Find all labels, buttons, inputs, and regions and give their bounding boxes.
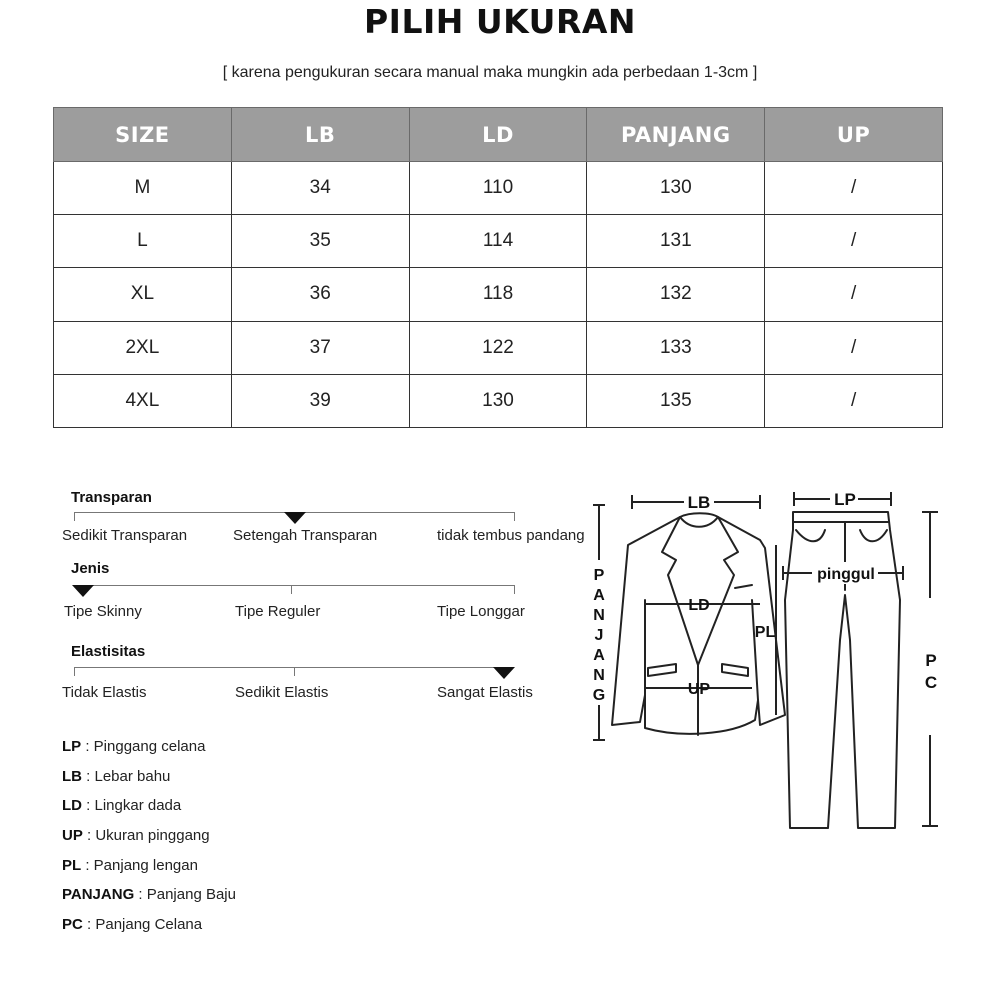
cell-lb: 34 xyxy=(231,162,409,215)
abbreviation-legend xyxy=(62,738,236,946)
legend-desc: : Ukuran pinggang xyxy=(82,827,210,845)
cell-size: M xyxy=(54,162,232,215)
transparan-selected-marker xyxy=(284,512,306,524)
jacket-left-lapel xyxy=(662,517,698,665)
measurement-diagram xyxy=(590,480,950,950)
jenis-scale-line xyxy=(74,585,514,586)
pinggul-label: pinggul xyxy=(817,566,875,583)
header-size: SIZE xyxy=(54,108,232,162)
legend-desc: : Lebar bahu xyxy=(82,767,171,785)
scale-label: Sedikit Elastis xyxy=(235,684,329,701)
ld-label: LD xyxy=(688,597,710,614)
legend-item xyxy=(62,768,236,798)
legend-desc: : Panjang Celana xyxy=(82,916,203,934)
legend-abbr: PANJANG xyxy=(62,886,135,904)
cell-ld: 114 xyxy=(409,215,587,268)
scale-tick xyxy=(514,585,515,594)
cell-ld: 122 xyxy=(409,321,587,374)
scale-label: tidak tembus pandang xyxy=(437,527,585,544)
panjang-letter: J xyxy=(594,627,604,644)
header-ld: LD xyxy=(409,108,587,162)
lb-label: LB xyxy=(687,493,711,512)
pl-label: PL xyxy=(754,624,776,641)
legend-item xyxy=(62,797,236,827)
page-title: PILIH UKURAN xyxy=(363,2,637,41)
cell-size: L xyxy=(54,215,232,268)
cell-lb: 37 xyxy=(231,321,409,374)
legend-item xyxy=(62,916,236,946)
pc-letter: P xyxy=(925,651,937,670)
scale-tick xyxy=(294,667,295,676)
size-table-header xyxy=(54,108,943,162)
elastisitas-title: Elastisitas xyxy=(71,643,146,660)
legend-abbr: UP xyxy=(62,827,83,845)
scale-label: Tipe Reguler xyxy=(235,603,321,620)
panjang-letter: G xyxy=(592,687,606,704)
jacket-collar xyxy=(680,517,718,527)
legend-abbr: LB xyxy=(62,767,82,785)
cell-up: / xyxy=(765,268,943,321)
scale-label: Sedikit Transparan xyxy=(62,527,188,544)
panjang-letter: P xyxy=(593,567,605,584)
scale-label: Setengah Transparan xyxy=(233,527,378,544)
size-table xyxy=(53,107,943,428)
measurement-note: [ karena pengukuran secara manual maka mungkin ada perbedaan 1-3cm ] xyxy=(222,64,758,81)
table-row xyxy=(54,374,943,427)
legend-abbr: PL xyxy=(62,856,82,874)
pants-outline xyxy=(785,512,900,828)
legend-abbr: LP xyxy=(62,738,82,755)
panjang-letter: A xyxy=(593,647,605,664)
scale-tick xyxy=(74,667,75,676)
cell-panjang: 130 xyxy=(587,162,765,215)
jacket-left-pocket xyxy=(648,664,676,676)
cell-up: / xyxy=(765,215,943,268)
panjang-letter: N xyxy=(593,607,605,624)
scale-tick xyxy=(74,512,75,521)
up-label: UP xyxy=(687,681,711,698)
legend-desc: : Lingkar dada xyxy=(82,797,182,815)
header-panjang: PANJANG xyxy=(587,108,765,162)
jacket-right-pocket xyxy=(722,664,748,676)
panjang-letter: N xyxy=(593,667,605,684)
cell-size: 4XL xyxy=(54,374,232,427)
jacket-right-lapel xyxy=(698,517,738,665)
cell-ld: 118 xyxy=(409,268,587,321)
legend-desc: : Panjang Baju xyxy=(134,886,236,904)
jacket-right-sleeve-seam xyxy=(752,600,758,700)
pants-right-pocket xyxy=(860,530,887,541)
scale-tick xyxy=(291,585,292,594)
legend-item xyxy=(62,738,236,768)
pants-left-pocket xyxy=(796,530,825,541)
cell-lb: 35 xyxy=(231,215,409,268)
jacket-chest-pocket xyxy=(735,585,752,588)
legend-item xyxy=(62,857,236,887)
cell-panjang: 135 xyxy=(587,374,765,427)
table-row xyxy=(54,215,943,268)
cell-up: / xyxy=(765,321,943,374)
transparan-title: Transparan xyxy=(71,489,152,506)
elastisitas-selected-marker xyxy=(493,667,515,679)
scale-label: Sangat Elastis xyxy=(437,684,533,701)
header-up: UP xyxy=(765,108,943,162)
cell-panjang: 132 xyxy=(587,268,765,321)
cell-up: / xyxy=(765,374,943,427)
cell-size: XL xyxy=(54,268,232,321)
cell-ld: 110 xyxy=(409,162,587,215)
jenis-selected-marker xyxy=(72,585,94,597)
legend-item xyxy=(62,827,236,857)
legend-abbr: LD xyxy=(62,797,82,815)
table-row xyxy=(54,268,943,321)
header-lb: LB xyxy=(231,108,409,162)
legend-item xyxy=(62,886,236,916)
cell-panjang: 131 xyxy=(587,215,765,268)
cell-size: 2XL xyxy=(54,321,232,374)
cell-lb: 36 xyxy=(231,268,409,321)
pc-letter: C xyxy=(924,673,938,692)
cell-lb: 39 xyxy=(231,374,409,427)
scale-label: Tipe Longgar xyxy=(437,603,525,620)
scale-label: Tipe Skinny xyxy=(64,603,142,620)
table-row xyxy=(54,162,943,215)
legend-desc: : Panjang lengan xyxy=(81,856,198,874)
legend-desc: : Pinggang celana xyxy=(81,738,206,755)
cell-panjang: 133 xyxy=(587,321,765,374)
scale-tick xyxy=(514,512,515,521)
lp-label: LP xyxy=(834,490,856,509)
panjang-letter: A xyxy=(593,587,605,604)
jenis-title: Jenis xyxy=(71,560,110,577)
scale-label: Tidak Elastis xyxy=(62,684,147,701)
legend-abbr: PC xyxy=(62,916,83,934)
cell-up: / xyxy=(765,162,943,215)
table-row xyxy=(54,321,943,374)
cell-ld: 130 xyxy=(409,374,587,427)
